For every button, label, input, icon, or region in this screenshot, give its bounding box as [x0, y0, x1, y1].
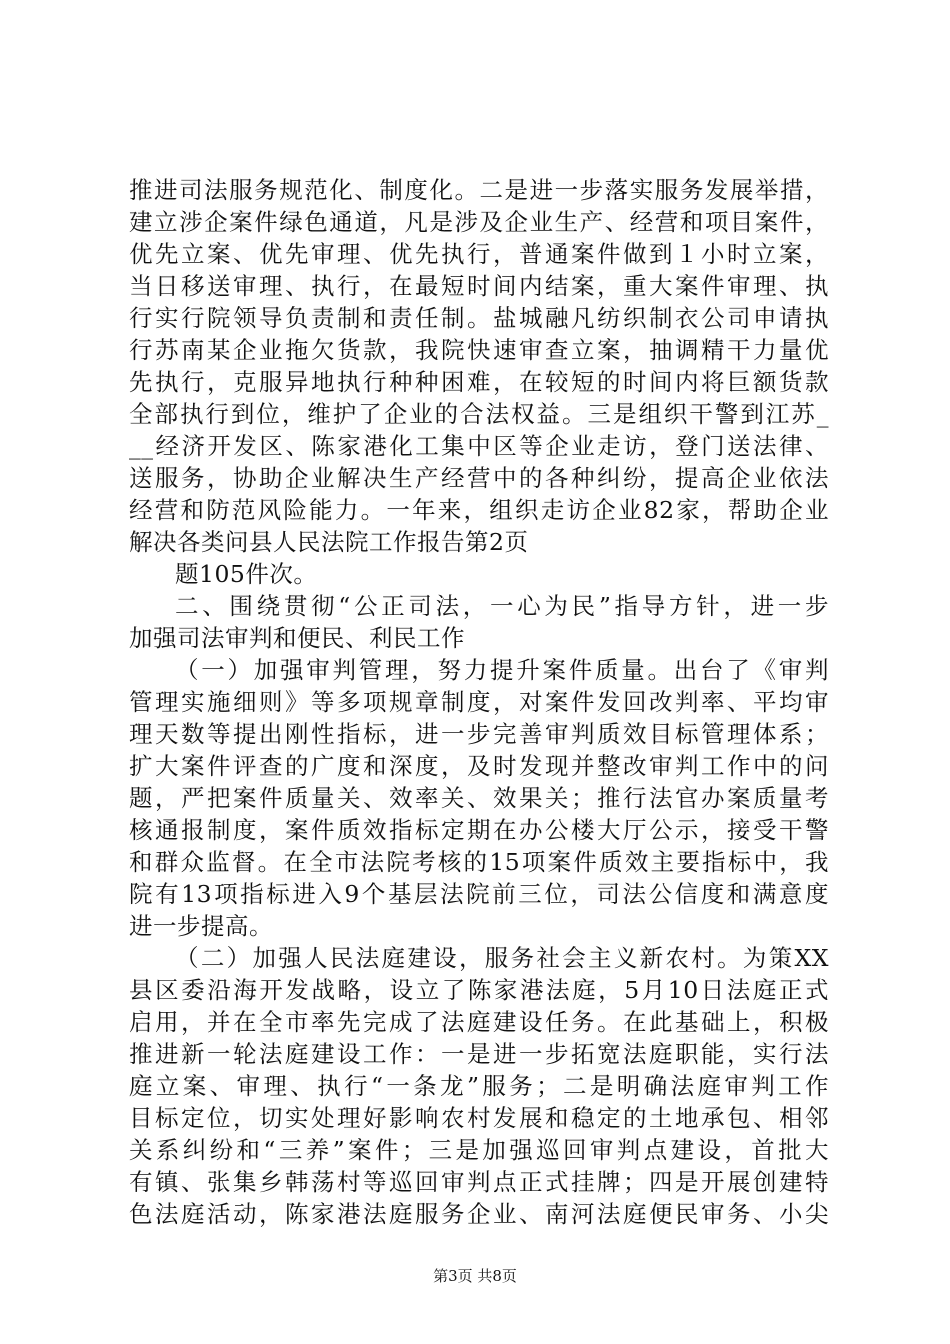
text-line: 理天数等提出刚性指标，进一步完善审判质效目标管理体系；	[129, 720, 829, 748]
text-line: 建立涉企案件绿色通道，凡是涉及企业生产、经营和项目案件，	[129, 208, 829, 236]
text-line: 题105件次。	[175, 560, 318, 588]
page-number-label: 第3页 共8页	[433, 1267, 517, 1285]
text-line: 全部执行到位，维护了企业的合法权益。三是组织干警到江苏_	[129, 400, 829, 428]
text-line: 有镇、张集乡韩荡村等巡回审判点正式挂牌；四是开展创建特	[129, 1168, 829, 1196]
text-line: 推进司法服务规范化、制度化。二是进一步落实服务发展举措，	[129, 176, 829, 204]
text-line: 题，严把案件质量关、效率关、效果关；推行法官办案质量考	[129, 784, 829, 812]
text-line: 和群众监督。在全市法院考核的15项案件质效主要指标中，我	[129, 848, 829, 876]
text-line: __经济开发区、陈家港化工集中区等企业走访，登门送法律、	[129, 432, 829, 460]
text-line: 解决各类问县人民法院工作报告第2页	[129, 528, 529, 556]
text-line: 进一步提高。	[129, 912, 273, 940]
text-line: 色法庭活动，陈家港法庭服务企业、南河法庭便民审务、小尖	[129, 1200, 829, 1228]
text-line: 推进新一轮法庭建设工作：一是进一步拓宽法庭职能，实行法	[129, 1040, 829, 1068]
text-line: 二、围绕贯彻“公正司法，一心为民”指导方针，进一步	[175, 592, 829, 620]
text-line: 目标定位，切实处理好影响农村发展和稳定的土地承包、相邻	[129, 1104, 829, 1132]
text-line: 优先立案、优先审理、优先执行，普通案件做到１小时立案，	[129, 240, 829, 268]
text-line: 核通报制度，案件质效指标定期在办公楼大厅公示，接受干警	[129, 816, 829, 844]
text-line: 扩大案件评查的广度和深度，及时发现并整改审判工作中的问	[129, 752, 829, 780]
text-line: 院有13项指标进入9个基层法院前三位，司法公信度和满意度	[129, 880, 829, 908]
text-line: 当日移送审理、执行，在最短时间内结案，重大案件审理、执	[129, 272, 829, 300]
text-line: （一）加强审判管理，努力提升案件质量。出台了《审判	[175, 656, 829, 684]
document-body	[129, 174, 829, 1230]
text-line: 关系纠纷和“三养”案件；三是加强巡回审判点建设，首批大	[129, 1136, 829, 1164]
text-line: 送服务，协助企业解决生产经营中的各种纠纷，提高企业依法	[129, 464, 829, 492]
text-line: 行实行院领导负责制和责任制。盐城融凡纺织制衣公司申请执	[129, 304, 829, 332]
text-line: 启用，并在全市率先完成了法庭建设任务。在此基础上，积极	[129, 1008, 829, 1036]
text-line: 管理实施细则》等多项规章制度，对案件发回改判率、平均审	[129, 688, 829, 716]
page-footer	[0, 1266, 950, 1286]
text-line: 行苏南某企业拖欠货款，我院快速审查立案，抽调精干力量优	[129, 336, 829, 364]
text-line: 加强司法审判和便民、利民工作	[129, 624, 465, 652]
text-line: 县区委沿海开发战略，设立了陈家港法庭，5月10日法庭正式	[129, 976, 829, 1004]
text-line: 先执行，克服异地执行种种困难，在较短的时间内将巨额货款	[129, 368, 829, 396]
text-line: （二）加强人民法庭建设，服务社会主义新农村。为策XX	[175, 944, 829, 972]
text-line: 庭立案、审理、执行“一条龙”服务；二是明确法庭审判工作	[129, 1072, 829, 1100]
text-line: 经营和防范风险能力。一年来，组织走访企业82家，帮助企业	[129, 496, 829, 524]
